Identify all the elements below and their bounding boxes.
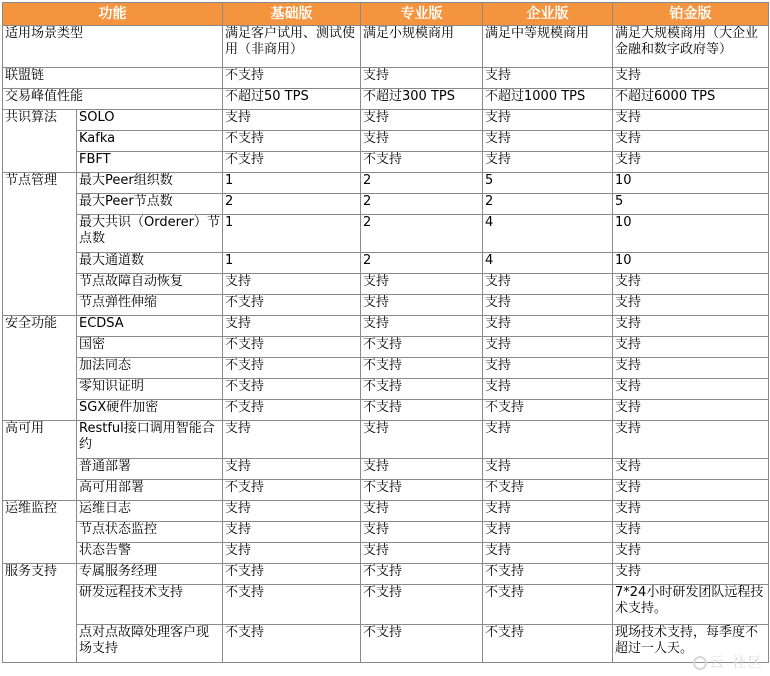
group-label: 共识算法 bbox=[3, 110, 77, 173]
cell-enterprise: 支持 bbox=[483, 68, 613, 89]
cell-basic: 支持 bbox=[223, 501, 361, 522]
group-label: 高可用 bbox=[3, 421, 77, 501]
cell-enterprise: 不超过1000 TPS bbox=[483, 89, 613, 110]
header-enterprise: 企业版 bbox=[483, 3, 613, 26]
cell-basic: 支持 bbox=[223, 316, 361, 337]
cell-enterprise: 不支持 bbox=[483, 625, 613, 663]
row-label: 国密 bbox=[77, 337, 223, 358]
cell-pro: 支持 bbox=[361, 543, 483, 564]
cell-enterprise: 支持 bbox=[483, 131, 613, 152]
cell-platinum: 支持 bbox=[613, 295, 769, 316]
cell-basic: 不超过50 TPS bbox=[223, 89, 361, 110]
group-label: 运维监控 bbox=[3, 501, 77, 564]
cell-platinum: 支持 bbox=[613, 68, 769, 89]
cloud-logo-icon bbox=[693, 656, 707, 670]
table-row bbox=[3, 316, 769, 337]
cell-enterprise: 支持 bbox=[483, 358, 613, 379]
cell-platinum: 支持 bbox=[613, 522, 769, 543]
cell-enterprise: 不支持 bbox=[483, 564, 613, 585]
cell-platinum: 支持 bbox=[613, 480, 769, 501]
cell-enterprise: 不支持 bbox=[483, 400, 613, 421]
header-basic: 基础版 bbox=[223, 3, 361, 26]
cell-basic: 不支持 bbox=[223, 564, 361, 585]
cell-platinum: 支持 bbox=[613, 274, 769, 295]
row-label: 研发远程技术支持 bbox=[77, 585, 223, 625]
table-row bbox=[3, 110, 769, 131]
row-label: 最大共识（Orderer）节点数 bbox=[77, 215, 223, 253]
cell-basic: 不支持 bbox=[223, 152, 361, 173]
cell-basic: 支持 bbox=[223, 459, 361, 480]
cell-pro: 不支持 bbox=[361, 564, 483, 585]
cell-basic: 不支持 bbox=[223, 480, 361, 501]
row-label: 节点故障自动恢复 bbox=[77, 274, 223, 295]
cell-pro: 2 bbox=[361, 253, 483, 274]
row-label: 适用场景类型 bbox=[3, 26, 223, 68]
row-label: 最大Peer节点数 bbox=[77, 194, 223, 215]
cell-enterprise: 支持 bbox=[483, 152, 613, 173]
table-row bbox=[3, 564, 769, 585]
cell-pro: 支持 bbox=[361, 131, 483, 152]
group-label: 服务支持 bbox=[3, 564, 77, 663]
cell-platinum: 支持 bbox=[613, 110, 769, 131]
table-row bbox=[3, 253, 769, 274]
table-row bbox=[3, 295, 769, 316]
watermark-text: 云 社区 bbox=[709, 655, 764, 671]
cell-platinum: 支持 bbox=[613, 459, 769, 480]
cell-enterprise: 支持 bbox=[483, 421, 613, 459]
row-label: FBFT bbox=[77, 152, 223, 173]
cell-enterprise: 满足中等规模商用 bbox=[483, 26, 613, 68]
cell-enterprise: 支持 bbox=[483, 110, 613, 131]
header-pro: 专业版 bbox=[361, 3, 483, 26]
cell-basic: 支持 bbox=[223, 274, 361, 295]
cell-enterprise: 支持 bbox=[483, 337, 613, 358]
cell-pro: 支持 bbox=[361, 316, 483, 337]
header-row bbox=[3, 3, 769, 26]
row-label: 最大Peer组织数 bbox=[77, 173, 223, 194]
cell-platinum: 支持 bbox=[613, 131, 769, 152]
cell-basic: 不支持 bbox=[223, 585, 361, 625]
cell-pro: 2 bbox=[361, 173, 483, 194]
cell-pro: 满足小规模商用 bbox=[361, 26, 483, 68]
cell-basic: 不支持 bbox=[223, 358, 361, 379]
cell-platinum: 支持 bbox=[613, 358, 769, 379]
cell-enterprise: 支持 bbox=[483, 459, 613, 480]
cell-basic: 支持 bbox=[223, 421, 361, 459]
cell-basic: 不支持 bbox=[223, 400, 361, 421]
table-row bbox=[3, 131, 769, 152]
row-label: Restful接口调用智能合约 bbox=[77, 421, 223, 459]
row-label: 专属服务经理 bbox=[77, 564, 223, 585]
table-row bbox=[3, 480, 769, 501]
row-label: 高可用部署 bbox=[77, 480, 223, 501]
table-row bbox=[3, 501, 769, 522]
table-row bbox=[3, 543, 769, 564]
cell-platinum: 支持 bbox=[613, 316, 769, 337]
cell-pro: 不支持 bbox=[361, 337, 483, 358]
cell-enterprise: 支持 bbox=[483, 295, 613, 316]
cell-basic: 不支持 bbox=[223, 379, 361, 400]
cell-platinum: 支持 bbox=[613, 501, 769, 522]
row-label: 普通部署 bbox=[77, 459, 223, 480]
table-row bbox=[3, 26, 769, 68]
watermark bbox=[693, 652, 764, 672]
table-row bbox=[3, 173, 769, 194]
cell-enterprise: 4 bbox=[483, 253, 613, 274]
cell-basic: 满足客户试用、测试使用（非商用） bbox=[223, 26, 361, 68]
cell-platinum: 支持 bbox=[613, 564, 769, 585]
cell-platinum: 支持 bbox=[613, 400, 769, 421]
cell-platinum: 支持 bbox=[613, 543, 769, 564]
row-label: 加法同态 bbox=[77, 358, 223, 379]
cell-pro: 不超过300 TPS bbox=[361, 89, 483, 110]
cell-pro: 不支持 bbox=[361, 625, 483, 663]
cell-platinum: 10 bbox=[613, 253, 769, 274]
cell-platinum: 10 bbox=[613, 173, 769, 194]
cell-platinum: 满足大规模商用（大企业金融和数字政府等） bbox=[613, 26, 769, 68]
cell-platinum: 不超过6000 TPS bbox=[613, 89, 769, 110]
cell-platinum: 5 bbox=[613, 194, 769, 215]
table-row bbox=[3, 337, 769, 358]
cell-platinum: 支持 bbox=[613, 337, 769, 358]
cell-basic: 不支持 bbox=[223, 295, 361, 316]
cell-pro: 支持 bbox=[361, 110, 483, 131]
table-row bbox=[3, 358, 769, 379]
group-label: 安全功能 bbox=[3, 316, 77, 421]
table-row bbox=[3, 89, 769, 110]
table-row bbox=[3, 522, 769, 543]
cell-pro: 不支持 bbox=[361, 400, 483, 421]
cell-enterprise: 支持 bbox=[483, 316, 613, 337]
cell-basic: 不支持 bbox=[223, 68, 361, 89]
cell-basic: 2 bbox=[223, 194, 361, 215]
cell-platinum: 7*24小时研发团队远程技术支持。 bbox=[613, 585, 769, 625]
row-label: 联盟链 bbox=[3, 68, 223, 89]
cell-enterprise: 不支持 bbox=[483, 585, 613, 625]
row-label: ECDSA bbox=[77, 316, 223, 337]
table-row bbox=[3, 459, 769, 480]
cell-pro: 不支持 bbox=[361, 379, 483, 400]
cell-pro: 支持 bbox=[361, 295, 483, 316]
cell-basic: 支持 bbox=[223, 110, 361, 131]
cell-basic: 1 bbox=[223, 215, 361, 253]
cell-basic: 1 bbox=[223, 253, 361, 274]
cell-pro: 支持 bbox=[361, 274, 483, 295]
row-label: 运维日志 bbox=[77, 501, 223, 522]
table-row bbox=[3, 625, 769, 663]
cell-enterprise: 4 bbox=[483, 215, 613, 253]
table-row bbox=[3, 152, 769, 173]
row-label: Kafka bbox=[77, 131, 223, 152]
row-label: 最大通道数 bbox=[77, 253, 223, 274]
cell-pro: 支持 bbox=[361, 421, 483, 459]
row-label: 点对点故障处理客户现场支持 bbox=[77, 625, 223, 663]
group-label: 节点管理 bbox=[3, 173, 77, 316]
table-row bbox=[3, 421, 769, 459]
row-label: 节点状态监控 bbox=[77, 522, 223, 543]
cell-basic: 1 bbox=[223, 173, 361, 194]
table-row bbox=[3, 585, 769, 625]
cell-basic: 支持 bbox=[223, 522, 361, 543]
cell-platinum: 支持 bbox=[613, 379, 769, 400]
row-label: 零知识证明 bbox=[77, 379, 223, 400]
cell-pro: 不支持 bbox=[361, 152, 483, 173]
cell-pro: 2 bbox=[361, 215, 483, 253]
cell-basic: 支持 bbox=[223, 543, 361, 564]
cell-pro: 支持 bbox=[361, 522, 483, 543]
cell-enterprise: 支持 bbox=[483, 522, 613, 543]
row-label: 状态告警 bbox=[77, 543, 223, 564]
cell-basic: 不支持 bbox=[223, 625, 361, 663]
cell-pro: 不支持 bbox=[361, 480, 483, 501]
cell-enterprise: 支持 bbox=[483, 543, 613, 564]
table-row bbox=[3, 68, 769, 89]
cell-enterprise: 支持 bbox=[483, 501, 613, 522]
cell-enterprise: 2 bbox=[483, 194, 613, 215]
cell-pro: 支持 bbox=[361, 459, 483, 480]
row-label: 节点弹性伸缩 bbox=[77, 295, 223, 316]
cell-enterprise: 支持 bbox=[483, 379, 613, 400]
table-row bbox=[3, 379, 769, 400]
row-label: SOLO bbox=[77, 110, 223, 131]
cell-enterprise: 5 bbox=[483, 173, 613, 194]
cell-platinum: 10 bbox=[613, 215, 769, 253]
header-platinum: 铂金版 bbox=[613, 3, 769, 26]
cell-platinum: 支持 bbox=[613, 421, 769, 459]
table-row bbox=[3, 400, 769, 421]
cell-enterprise: 不支持 bbox=[483, 480, 613, 501]
cell-pro: 不支持 bbox=[361, 358, 483, 379]
table-row bbox=[3, 215, 769, 253]
table-row bbox=[3, 194, 769, 215]
cell-platinum: 现场技术支持，每季度不超过一人天。 bbox=[613, 625, 769, 663]
cell-pro: 支持 bbox=[361, 501, 483, 522]
header-feature: 功能 bbox=[3, 3, 223, 26]
cell-enterprise: 支持 bbox=[483, 274, 613, 295]
cell-platinum: 支持 bbox=[613, 152, 769, 173]
cell-pro: 不支持 bbox=[361, 585, 483, 625]
row-label: 交易峰值性能 bbox=[3, 89, 223, 110]
cell-basic: 不支持 bbox=[223, 131, 361, 152]
cell-pro: 2 bbox=[361, 194, 483, 215]
edition-comparison-table bbox=[2, 2, 769, 663]
cell-basic: 不支持 bbox=[223, 337, 361, 358]
cell-pro: 支持 bbox=[361, 68, 483, 89]
row-label: SGX硬件加密 bbox=[77, 400, 223, 421]
table-row bbox=[3, 274, 769, 295]
